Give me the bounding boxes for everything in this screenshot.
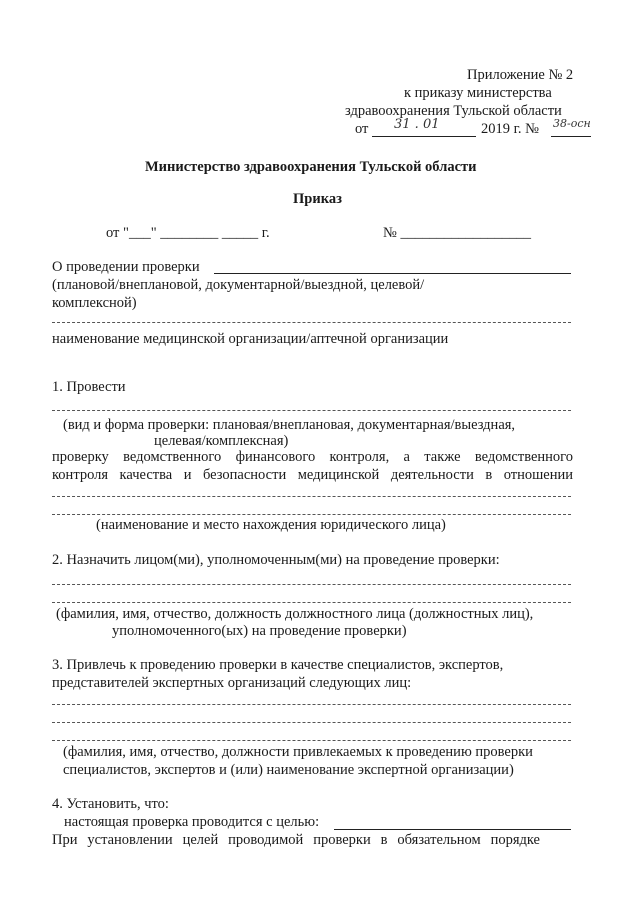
item4-title: 4. Установить, что:: [52, 796, 169, 812]
subject-hint-1: (плановой/внеплановой, документарной/выездной, целевой/: [52, 277, 425, 293]
item2-title: 2. Назначить лицом(ми), уполномоченным(ми) на проведение проверки:: [52, 552, 500, 568]
org-fill-line: [52, 322, 571, 323]
ministry-heading: Министерство здравоохранения Тульской области: [145, 159, 477, 175]
item3-fill-line-2: [52, 722, 571, 723]
document-title: Приказ: [293, 191, 342, 207]
item3-caption-1: (фамилия, имя, отчество, должности привлекаемых к проведению проверки: [63, 744, 533, 760]
subject-lead: О проведении проверки: [52, 259, 200, 275]
item1-fill-line-3: [52, 514, 571, 515]
item1-caption: (наименование и место нахождения юридического лица): [96, 517, 446, 533]
org-caption: наименование медицинской организации/аптечной организации: [52, 331, 449, 347]
appendix-label: Приложение № 2: [467, 67, 574, 83]
item1-text-2: контроля качества и безопасности медицинской деятельности в отношении: [52, 467, 573, 483]
subject-hint-2: комплексной): [52, 295, 137, 311]
order-date: от "___" ________ _____ г.: [106, 225, 270, 241]
item3-title-1: 3. Привлечь к проведению проверки в качестве специалистов, экспертов,: [52, 657, 504, 673]
item1-text-1: проверку ведомственного финансового контроля, а также ведомственного: [52, 449, 573, 465]
item1-fill-line: [52, 410, 571, 411]
item3-fill-line-3: [52, 740, 571, 741]
appendix-date-handwritten: 31 . 01: [394, 117, 440, 132]
item4-line-1: настоящая проверка проводится с целью:: [64, 814, 320, 830]
subject-fill-line: [214, 273, 571, 274]
appendix-ot: от: [355, 121, 369, 137]
appendix-number-line: [551, 136, 591, 137]
item3-title-2: представителей экспертных организаций следующих лиц:: [52, 675, 412, 691]
item1-hint-2: целевая/комплексная): [154, 433, 289, 449]
item1-fill-line-2: [52, 496, 571, 497]
item3-fill-line-1: [52, 704, 571, 705]
order-number: № __________________: [383, 225, 531, 241]
item4-goal-fill-line: [334, 829, 571, 830]
appendix-date-line: [372, 136, 476, 137]
item2-caption-2: уполномоченного(ых) на проведение проверки): [112, 623, 407, 639]
appendix-year: 2019 г. №: [481, 121, 540, 137]
item2-fill-line-1: [52, 584, 571, 585]
appendix-number-handwritten: 38-осн: [553, 117, 591, 130]
appendix-ministry: здравоохранения Тульской области: [345, 103, 562, 119]
item2-caption-1: (фамилия, имя, отчество, должность должностного лица (должностных лиц),: [56, 606, 534, 622]
appendix-order-ref: к приказу министерства: [404, 85, 552, 101]
item1-hint-1: (вид и форма проверки: плановая/внеплановая, документарная/выездная,: [63, 417, 516, 433]
item1-title: 1. Провести: [52, 379, 126, 395]
item3-caption-2: специалистов, экспертов и (или) наименование экспертной организации): [63, 762, 514, 778]
item4-line-2: При установлении целей проводимой проверки в обязательном порядке: [52, 832, 540, 848]
item2-fill-line-2: [52, 602, 571, 603]
